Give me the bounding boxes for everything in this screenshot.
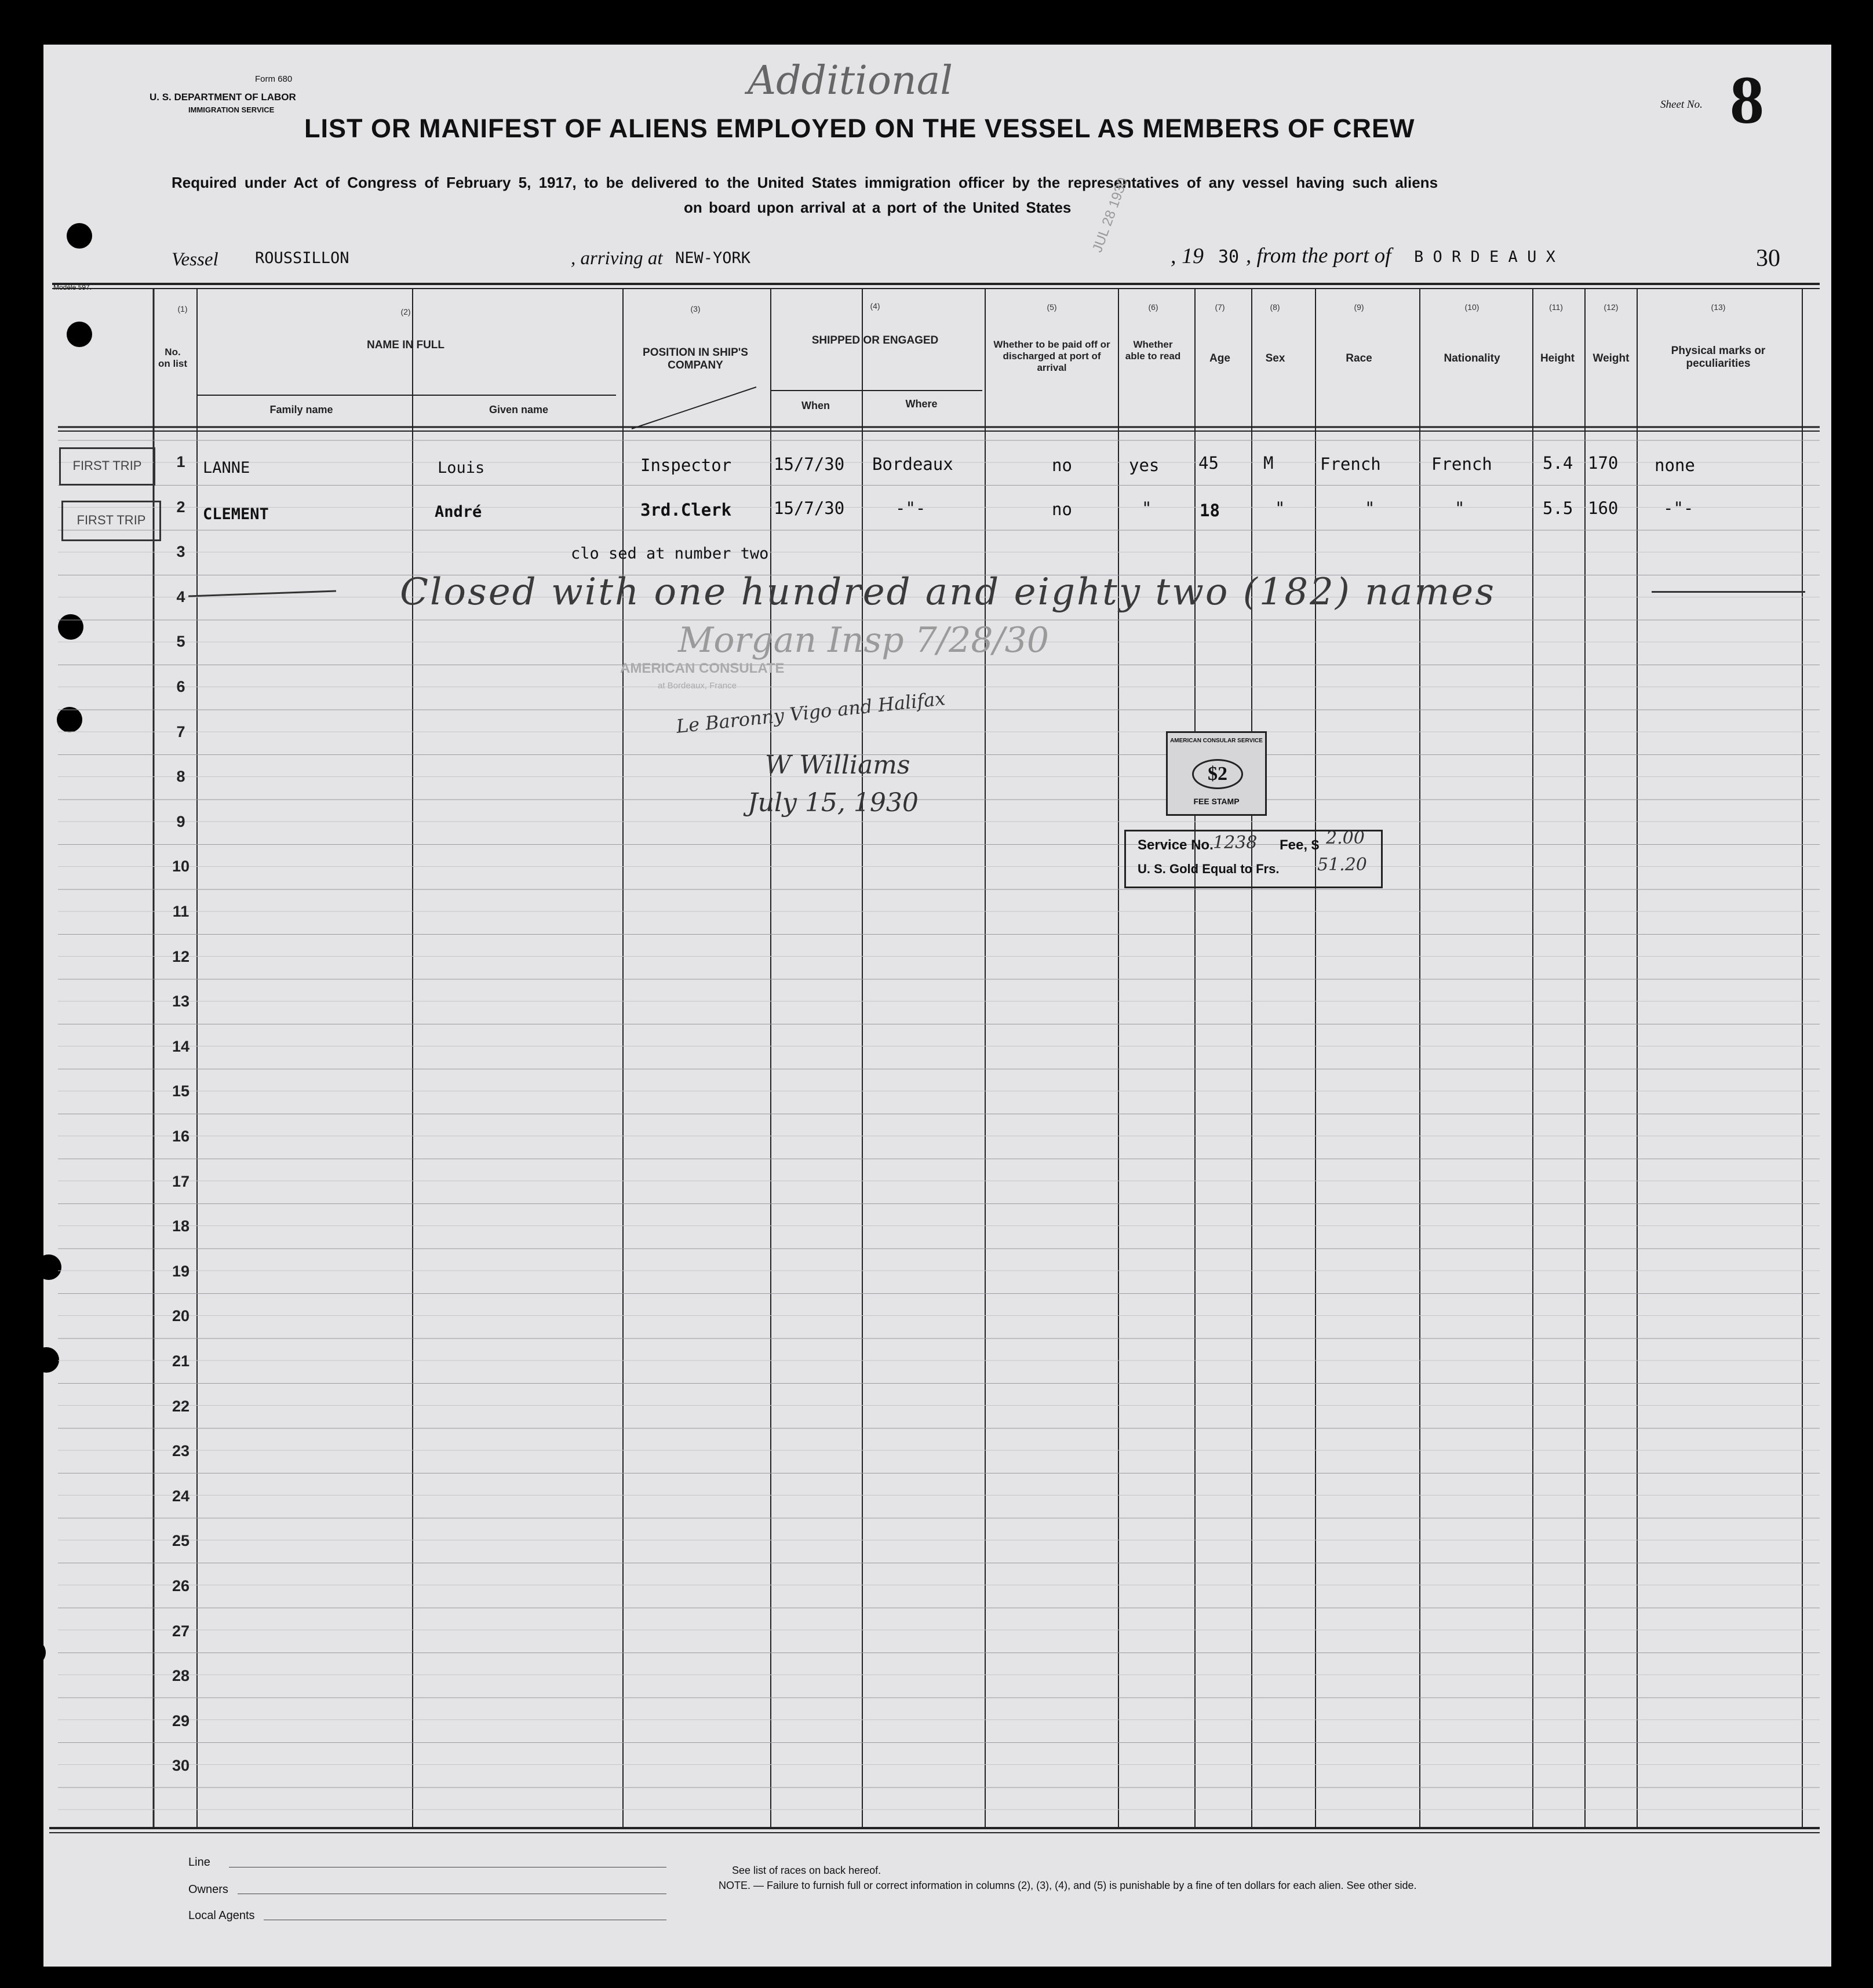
row-number: 9 [176,812,185,830]
row1-weight: 170 [1588,453,1619,473]
position-diagonal-mark [632,387,756,429]
col-num-12: (12) [1604,302,1619,312]
penalty-note: NOTE. — Failure to furnish full or correct information in columns (2), (3), (4), and (5) is punishable by a fine of ten dollars for each alien. See other side. [719,1880,1417,1891]
model-label: Modèle 597. [53,283,92,291]
sheet-label: Sheet No. [1660,99,1703,111]
closing-stroke-right [1652,591,1805,593]
fee-label: Fee, $ [1280,837,1320,853]
col-num-5: (5) [1047,302,1057,312]
row1-race: French [1320,454,1381,474]
manifest-title: LIST OR MANIFEST OF ALIENS EMPLOYED ON THE VESSEL AS MEMBERS OF CREW [304,114,1415,143]
row1-position: Inspector [640,455,732,475]
races-note: See list of races on back hereof. [732,1865,881,1876]
row2-when: 15/7/30 [774,498,845,518]
row-number: 29 [172,1712,190,1730]
from-port-label: , from the port of [1246,244,1391,268]
trailing-number: 30 [1756,245,1780,272]
header-position: POSITION IN SHIP'S COMPANY [643,346,748,371]
row-number: 12 [172,947,190,965]
signature-note: Le Baronny Vigo and Halifax [675,687,946,738]
row-number: 3 [176,543,185,561]
row1-marks: none [1655,455,1695,475]
row-number: 21 [172,1352,190,1370]
additional-annotation: Additional [748,58,953,104]
row1-given-name: Louis [438,459,485,477]
header-race: Race [1346,352,1372,364]
signature-date: July 15, 1930 [748,788,919,818]
row-number: 1 [176,453,185,470]
row2-height: 5.5 [1543,498,1573,518]
footer-owners-label: Owners [188,1883,228,1896]
vessel-name: ROUSSILLON [255,249,349,267]
gold-equal-value: 51.20 [1317,855,1367,875]
row-number: 17 [172,1172,190,1190]
date-stamp: JUL 28 1930 [1089,175,1131,255]
consulate-stamp-faded: AMERICAN CONSULATE [620,661,785,676]
header-no-on-list: No. on list [158,346,188,369]
year-value: 30 [1218,247,1240,267]
row-number: 4 [176,588,185,605]
fee-stamp-top: AMERICAN CONSULAR SERVICE [1170,738,1263,744]
footer-agents-label: Local Agents [188,1909,255,1922]
row1-paid-off: no [1052,455,1072,475]
service-no-value: 1238 [1213,833,1258,853]
row2-position: 3rd.Clerk [640,500,732,520]
header-age: Age [1209,352,1230,364]
fee-value: 2.00 [1326,828,1365,848]
row-number: 10 [172,858,190,876]
service-label: IMMIGRATION SERVICE [188,105,275,114]
first-trip-stamp: FIRST TRIP [59,447,155,486]
vessel-label: Vessel [172,249,218,270]
col-num-1: (1) [177,304,188,313]
header-where: Where [905,398,938,410]
header-sex: Sex [1265,352,1285,364]
closed-handwritten-note: Closed with one hundred and eighty two (182) names [400,571,1496,614]
fee-stamp-value: $2 [1192,759,1243,789]
footer-line-label: Line [188,1856,210,1869]
header-able-to-read: Whether able to read [1125,339,1181,362]
row-number: 15 [172,1082,190,1100]
consulate-stamp-sub: at Bordeaux, France [658,681,737,691]
act-line-2: on board upon arrival at a port of the United States [684,199,1072,216]
row-number: 28 [172,1667,190,1685]
row-number: 26 [172,1577,190,1595]
row-number: 19 [172,1262,190,1280]
row2-marks: -"- [1663,498,1694,518]
row2-where: -"- [895,498,926,518]
row-number: 20 [172,1307,190,1325]
row-number: 22 [172,1397,190,1415]
header-family-name: Family name [269,404,333,415]
department-label: U. S. DEPARTMENT OF LABOR [150,92,296,103]
row-number: 30 [172,1757,190,1775]
year-label: , 19 [1171,244,1204,268]
header-shipped-engaged: SHIPPED OR ENGAGED [811,334,939,346]
row1-age: 45 [1198,453,1219,473]
first-trip-stamp: FIRST TRIP [61,501,161,541]
row2-age: 18 [1200,501,1220,520]
row2-family-name: CLEMENT [203,505,269,523]
from-port: B O R D E A U X [1414,248,1555,266]
row-number: 5 [176,633,185,651]
header-name-in-full: NAME IN FULL [366,339,445,351]
consular-fee-stamp [1166,731,1267,816]
act-line-1: Required under Act of Congress of February 5, 1917, to be delivered to the United States immigration officer by the representatives of any vessel having such aliens [172,174,1438,191]
row-number: 23 [172,1442,190,1460]
row1-sex: M [1263,453,1274,473]
gold-equal-label: U. S. Gold Equal to Frs. [1138,862,1280,876]
arriving-port: NEW-YORK [675,249,751,267]
row1-when: 15/7/30 [774,454,845,474]
row2-given-name: André [435,503,482,521]
row-number: 16 [172,1128,190,1145]
inspector-note: Morgan Insp 7/28/30 [678,620,1050,661]
row1-nationality: French [1431,454,1492,474]
col-num-3: (3) [690,304,701,313]
row1-able-to-read: yes [1129,455,1160,475]
form-number: Form 680 [255,74,293,84]
row-number: 18 [172,1217,190,1235]
row1-height: 5.4 [1543,453,1573,473]
row-number: 24 [172,1487,190,1505]
row-number: 7 [176,723,185,741]
row-number: 14 [172,1037,190,1055]
closed-typed-note: clo sed at number two [571,545,769,563]
header-paid-off: Whether to be paid off or discharged at port of arrival [993,339,1110,373]
row1-where: Bordeaux [872,454,953,474]
row2-able-to-read: " [1142,498,1152,518]
col-num-4: (4) [870,301,880,311]
col-num-11: (11) [1549,302,1563,312]
row-number: 8 [176,768,185,786]
col-num-8: (8) [1270,302,1280,312]
header-when: When [801,400,830,411]
header-height: Height [1540,352,1575,364]
fee-stamp-bottom: FEE STAMP [1193,797,1240,806]
col-num-6: (6) [1148,302,1158,312]
col-num-7: (7) [1215,302,1225,312]
service-no-label: Service No. [1138,837,1214,853]
row2-paid-off: no [1052,499,1072,519]
row-number: 6 [176,678,185,695]
row2-sex: " [1275,498,1285,518]
row-number: 13 [172,993,190,1011]
row-number: 27 [172,1622,190,1640]
header-physical-marks: Physical marks or peculiarities [1671,345,1766,370]
arriving-label: , arriving at [571,248,663,269]
consul-signature: W Williams [765,750,910,780]
sheet-number: 8 [1730,62,1764,138]
row2-nationality: " [1455,498,1465,518]
row2-race: " [1365,498,1375,518]
header-given-name: Given name [489,404,549,415]
row-number: 2 [176,498,185,516]
header-nationality: Nationality [1444,352,1500,364]
service-fee-box [1124,830,1383,888]
row-number: 11 [172,903,190,920]
row1-family-name: LANNE [203,459,250,477]
header-weight: Weight [1593,352,1630,364]
col-num-13: (13) [1711,302,1726,312]
row2-weight: 160 [1588,498,1619,518]
row-number: 25 [172,1532,190,1550]
col-num-9: (9) [1354,302,1364,312]
col-num-2: (2) [400,307,411,316]
col-num-10: (10) [1464,302,1480,312]
